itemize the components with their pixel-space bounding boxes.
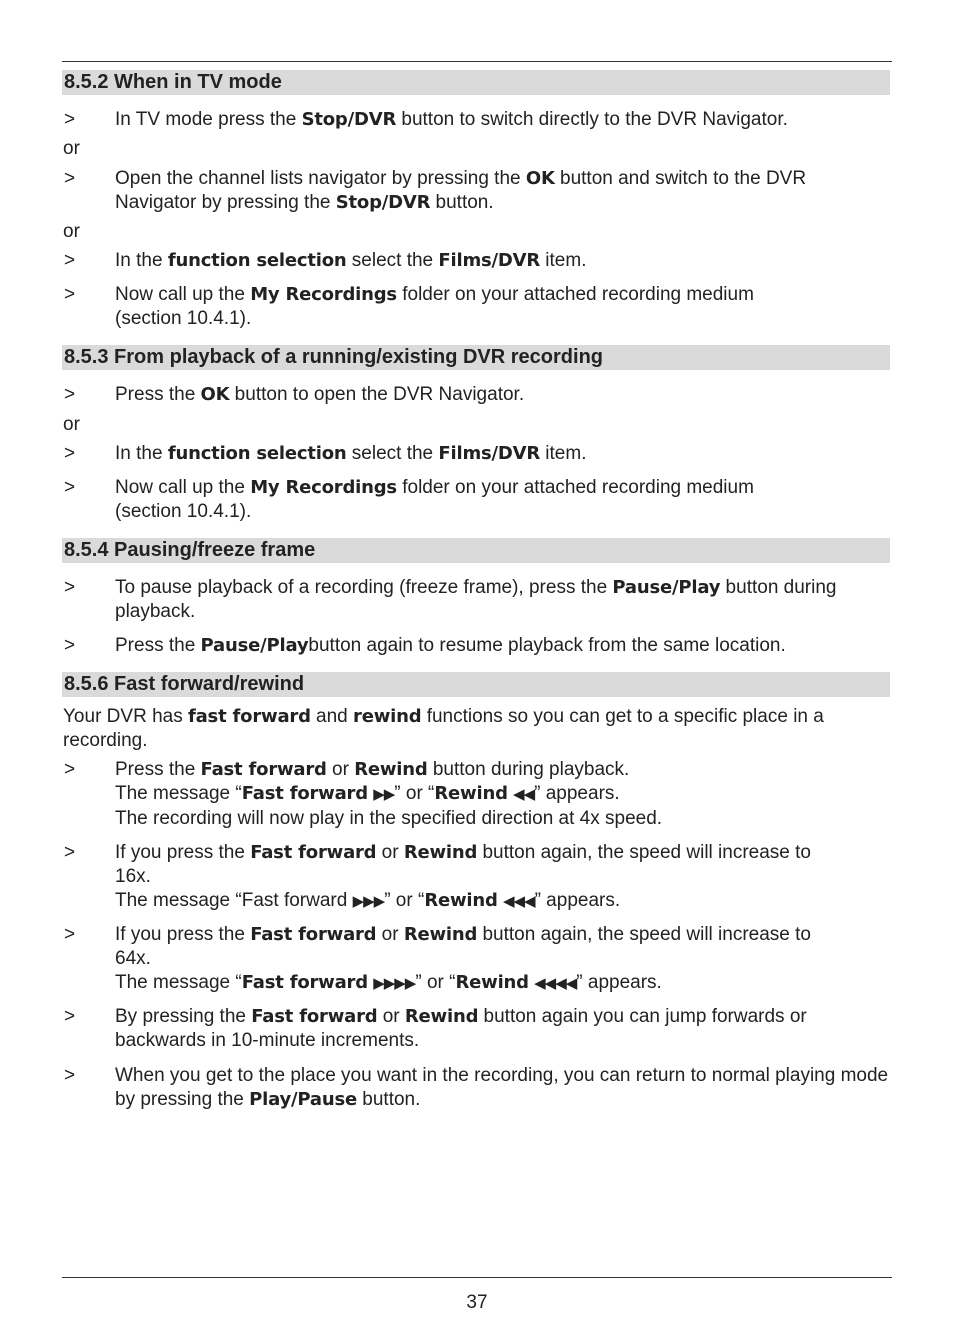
list-item-text <box>115 841 852 914</box>
play-pause-button-name: Play/Pause <box>249 1089 357 1110</box>
list-item <box>62 634 892 658</box>
list-item <box>62 576 892 624</box>
text-line: Press the Fast forward or Rewind button during playback. <box>115 759 630 780</box>
bullet-marker: > <box>64 842 76 863</box>
list-item <box>62 841 852 914</box>
list-item-text: Now call up the My Recordings folder on your attached recording medium (section 10.4.1). <box>115 477 754 522</box>
films-dvr-term: Films/DVR <box>438 443 541 464</box>
bullet-marker: > <box>64 477 76 498</box>
list-item <box>62 283 822 331</box>
list-item-text <box>115 758 892 831</box>
page-number: 37 <box>466 1292 488 1313</box>
list-item <box>62 383 892 407</box>
text-line: The message “Fast forward ▶▶” or “Rewind ◀◀” appears. <box>115 783 620 804</box>
bullet-marker: > <box>64 1065 76 1086</box>
my-recordings-term: My Recordings <box>250 477 397 498</box>
pause-play-button-name: Pause/Play <box>200 635 309 656</box>
text-line: The message “Fast forward ▶▶▶▶” or “Rewind ◀◀◀◀” appears. <box>115 972 662 993</box>
list-item <box>62 923 852 996</box>
list-item <box>62 1064 892 1112</box>
function-selection-term: function selection <box>167 443 347 464</box>
rewind-button-name: Rewind <box>403 842 478 863</box>
list-item-text: Now call up the My Recordings folder on your attached recording medium (section 10.4.1). <box>115 284 754 329</box>
bullet-marker: > <box>64 635 76 656</box>
my-recordings-term: My Recordings <box>250 284 397 305</box>
text-line: If you press the Fast forward or Rewind button again, the speed will increase to 16x. <box>115 842 811 887</box>
list-item <box>62 442 892 466</box>
or-separator: or <box>63 414 80 435</box>
text-line: The recording will now play in the specified direction at 4x speed. <box>115 808 663 829</box>
bullet-marker: > <box>64 109 76 130</box>
list-item-text <box>115 923 852 996</box>
bullet-marker: > <box>64 443 76 464</box>
section-heading-8-5-4: 8.5.4 Pausing/freeze frame <box>62 538 890 563</box>
list-item <box>62 758 892 831</box>
fast-forward-button-name: Fast forward <box>251 1006 378 1027</box>
section-heading-8-5-2: 8.5.2 When in TV mode <box>62 70 890 95</box>
list-item <box>62 108 862 132</box>
fast-forward-icon: ▶▶ <box>373 786 395 803</box>
rewind-icon: ◀◀◀ <box>502 893 535 910</box>
fast-forward-term: fast forward <box>187 706 311 727</box>
bullet-marker: > <box>64 577 76 598</box>
function-selection-term: function selection <box>167 250 347 271</box>
rewind-message: Rewind <box>455 972 529 993</box>
bullet-marker: > <box>64 168 76 189</box>
top-rule <box>62 61 892 62</box>
ok-button-name: OK <box>525 168 555 189</box>
fast-forward-button-name: Fast forward <box>250 842 377 863</box>
rewind-icon: ◀◀◀◀ <box>534 975 577 992</box>
fast-forward-icon: ▶▶▶▶ <box>373 975 416 992</box>
list-item-text: Open the channel lists navigator by pressing the OK button and switch to the DVR Navigator by pressing the Stop/DVR button. <box>115 168 807 213</box>
text-line: The message “Fast forward ▶▶▶” or “Rewind ◀◀◀” appears. <box>115 890 621 911</box>
list-item-text: By pressing the Fast forward or Rewind button again you can jump forwards or backwards in 10-minute increments. <box>115 1006 807 1051</box>
list-item <box>62 249 892 273</box>
section-heading-8-5-3: 8.5.3 From playback of a running/existing DVR recording <box>62 345 890 370</box>
list-item-text: To pause playback of a recording (freeze frame), press the Pause/Play button during playback. <box>115 577 837 622</box>
list-item-text: Press the OK button to open the DVR Navigator. <box>115 384 525 405</box>
list-item <box>62 167 862 215</box>
rewind-icon: ◀◀ <box>513 786 535 803</box>
fast-forward-button-name: Fast forward <box>250 924 377 945</box>
bullet-marker: > <box>64 250 76 271</box>
list-item-text: Press the Pause/Playbutton again to resume playback from the same location. <box>115 635 786 656</box>
list-item-text: In the function selection select the Films/DVR item. <box>115 250 587 271</box>
rewind-term: rewind <box>353 706 422 727</box>
rewind-button-name: Rewind <box>404 1006 479 1027</box>
bottom-rule <box>62 1277 892 1278</box>
films-dvr-term: Films/DVR <box>438 250 541 271</box>
section-heading-8-5-6: 8.5.6 Fast forward/rewind <box>62 672 890 697</box>
text-line: If you press the Fast forward or Rewind button again, the speed will increase to 64x. <box>115 924 811 969</box>
bullet-marker: > <box>64 284 76 305</box>
fast-forward-message: Fast forward <box>241 972 368 993</box>
fast-forward-button-name: Fast forward <box>200 759 327 780</box>
rewind-message: Rewind <box>434 783 508 804</box>
stop-dvr-button-name: Stop/DVR <box>301 109 397 130</box>
bullet-marker: > <box>64 1006 76 1027</box>
or-separator: or <box>63 138 80 159</box>
fast-forward-message: Fast forward <box>241 783 368 804</box>
ok-button-name: OK <box>200 384 230 405</box>
rewind-button-name: Rewind <box>354 759 428 780</box>
bullet-marker: > <box>64 924 76 945</box>
stop-dvr-button-name: Stop/DVR <box>335 192 431 213</box>
bullet-marker: > <box>64 384 76 405</box>
intro-paragraph: Your DVR has fast forward and rewind functions so you can get to a specific place in a recording. <box>63 706 824 751</box>
rewind-message: Rewind <box>424 890 498 911</box>
list-item-text: In the function selection select the Films/DVR item. <box>115 443 587 464</box>
fast-forward-icon: ▶▶▶ <box>352 893 385 910</box>
or-separator: or <box>63 221 80 242</box>
list-item <box>62 476 822 524</box>
pause-play-button-name: Pause/Play <box>612 577 721 598</box>
rewind-button-name: Rewind <box>403 924 478 945</box>
bullet-marker: > <box>64 759 76 780</box>
list-item-text: In TV mode press the Stop/DVR button to switch directly to the DVR Navigator. <box>115 109 788 130</box>
list-item-text: When you get to the place you want in the recording, you can return to normal playing mode by pressing the Play/Pause button. <box>115 1065 889 1110</box>
list-item <box>62 1005 852 1053</box>
